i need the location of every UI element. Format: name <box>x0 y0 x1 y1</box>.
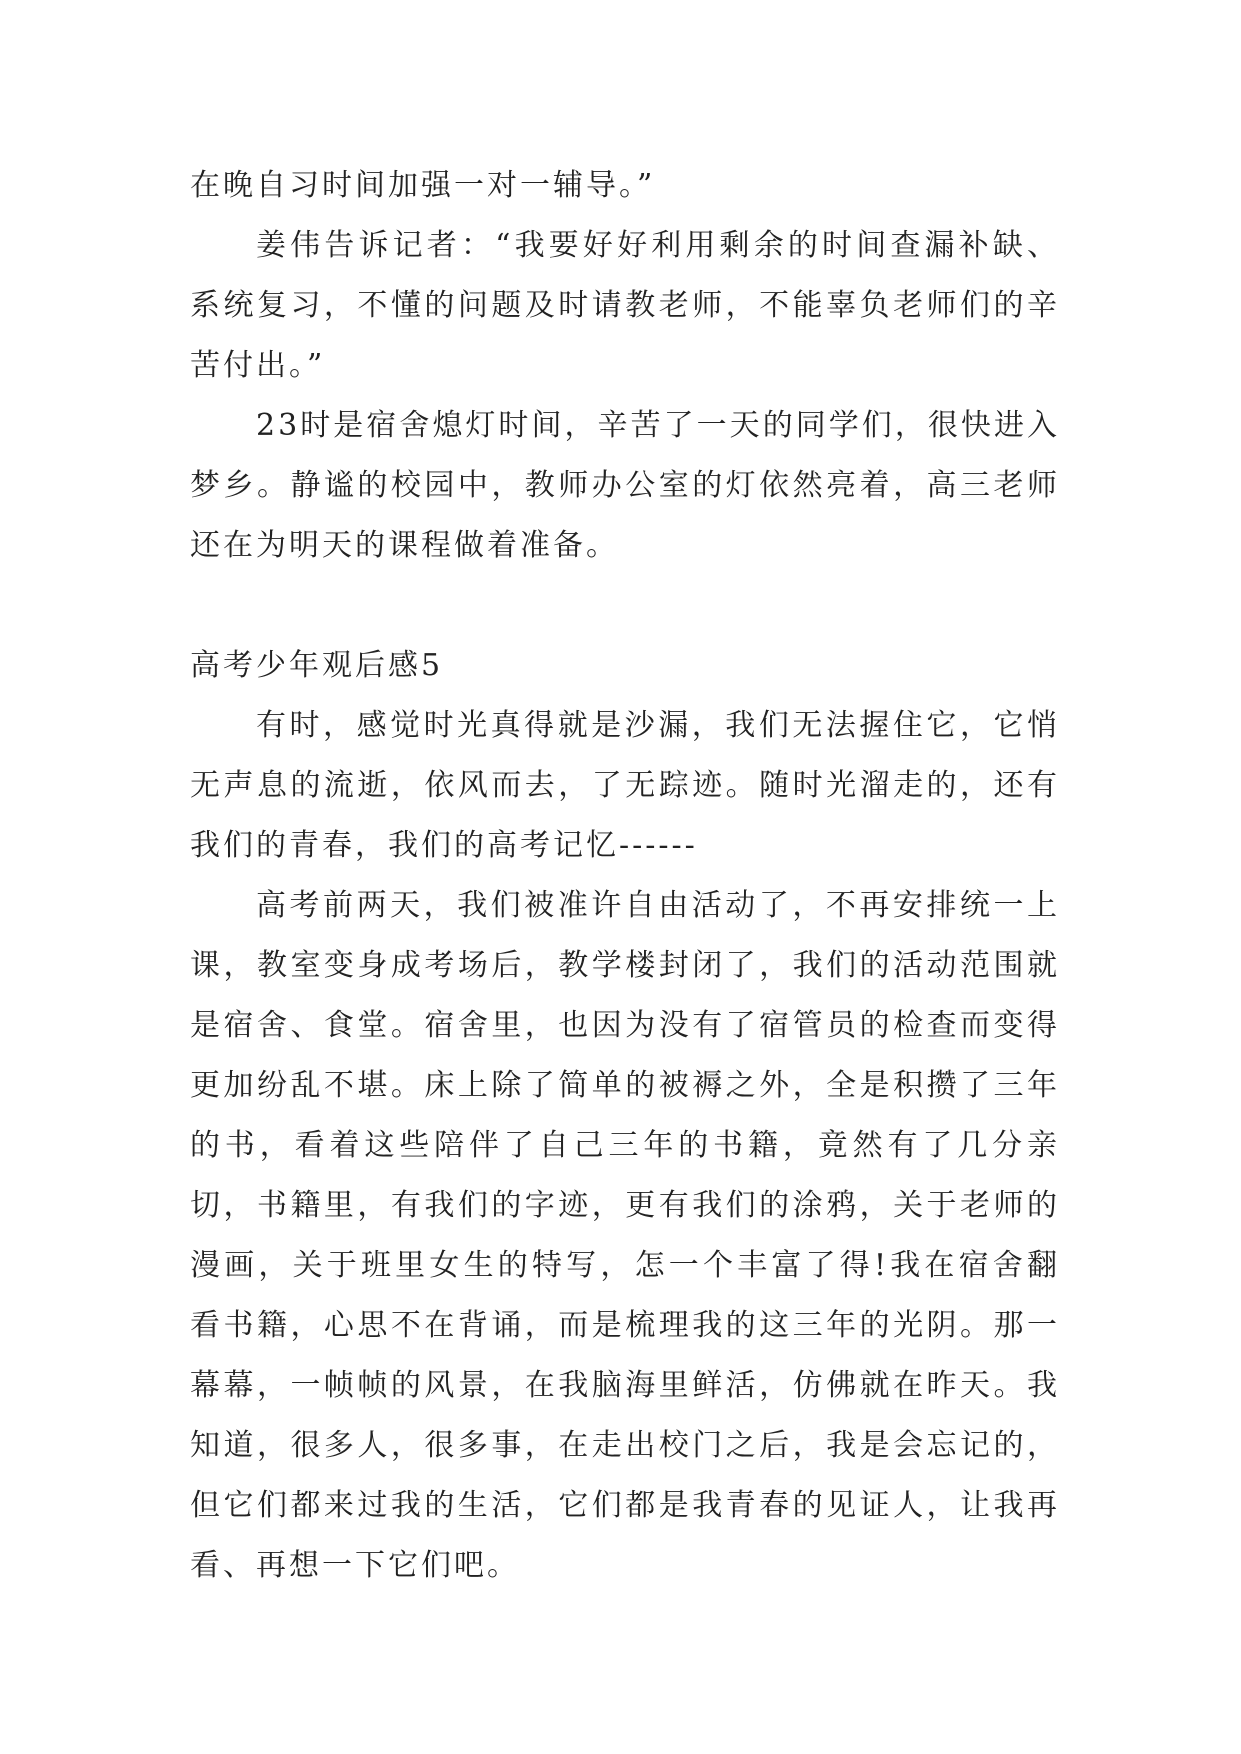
section-heading: 高考少年观后感5 <box>190 648 444 683</box>
section-spacer <box>190 576 1060 636</box>
paragraph-continued: 在晚自习时间加强一对一辅导。” <box>190 168 656 203</box>
paragraph-hourglass: 有时，感觉时光真得就是沙漏，我们无法握住它，它悄无声息的流逝，依风而去，了无踪迹。随时光溜走的，还有我们的青春，我们的高考记忆------ <box>190 708 1060 863</box>
paragraph-lights-out: 23时是宿舍熄灯时间，辛苦了一天的同学们，很快进入梦乡。静谧的校园中，教师办公室的灯依然亮着，高三老师还在为明天的课程做着准备。 <box>190 408 1060 563</box>
paragraph-jiang-wei-quote: 姜伟告诉记者：“我要好好利用剩余的时间查漏补缺、系统复习，不懂的问题及时请教老师，不能辜负老师们的辛苦付出。” <box>190 228 1060 383</box>
paragraph-before-exam: 高考前两天，我们被准许自由活动了，不再安排统一上课，教室变身成考场后，教学楼封闭了，我们的活动范围就是宿舍、食堂。宿舍里，也因为没有了宿管员的检查而变得更加纷乱不堪。床上除了简单的被褥之外，全是积攒了三年的书，看着这些陪伴了自己三年的书籍，竟然有了几分亲切，书籍里，有我们的字迹，更有我们的涂鸦，关于老师的漫画，关于班里女生的特写，怎一个丰富了得!我在宿舍翻看书籍，心思不在背诵，而是梳理我的这三年的光阴。那一幕幕，一帧帧的风景，在我脑海里鲜活，仿佛就在昨天。我知道，很多人，很多事，在走出校门之后，我是会忘记的，但它们都来过我的生活，它们都是我青春的见证人，让我再看、再想一下它们吧。 <box>190 888 1060 1583</box>
document-body <box>190 156 1060 1596</box>
